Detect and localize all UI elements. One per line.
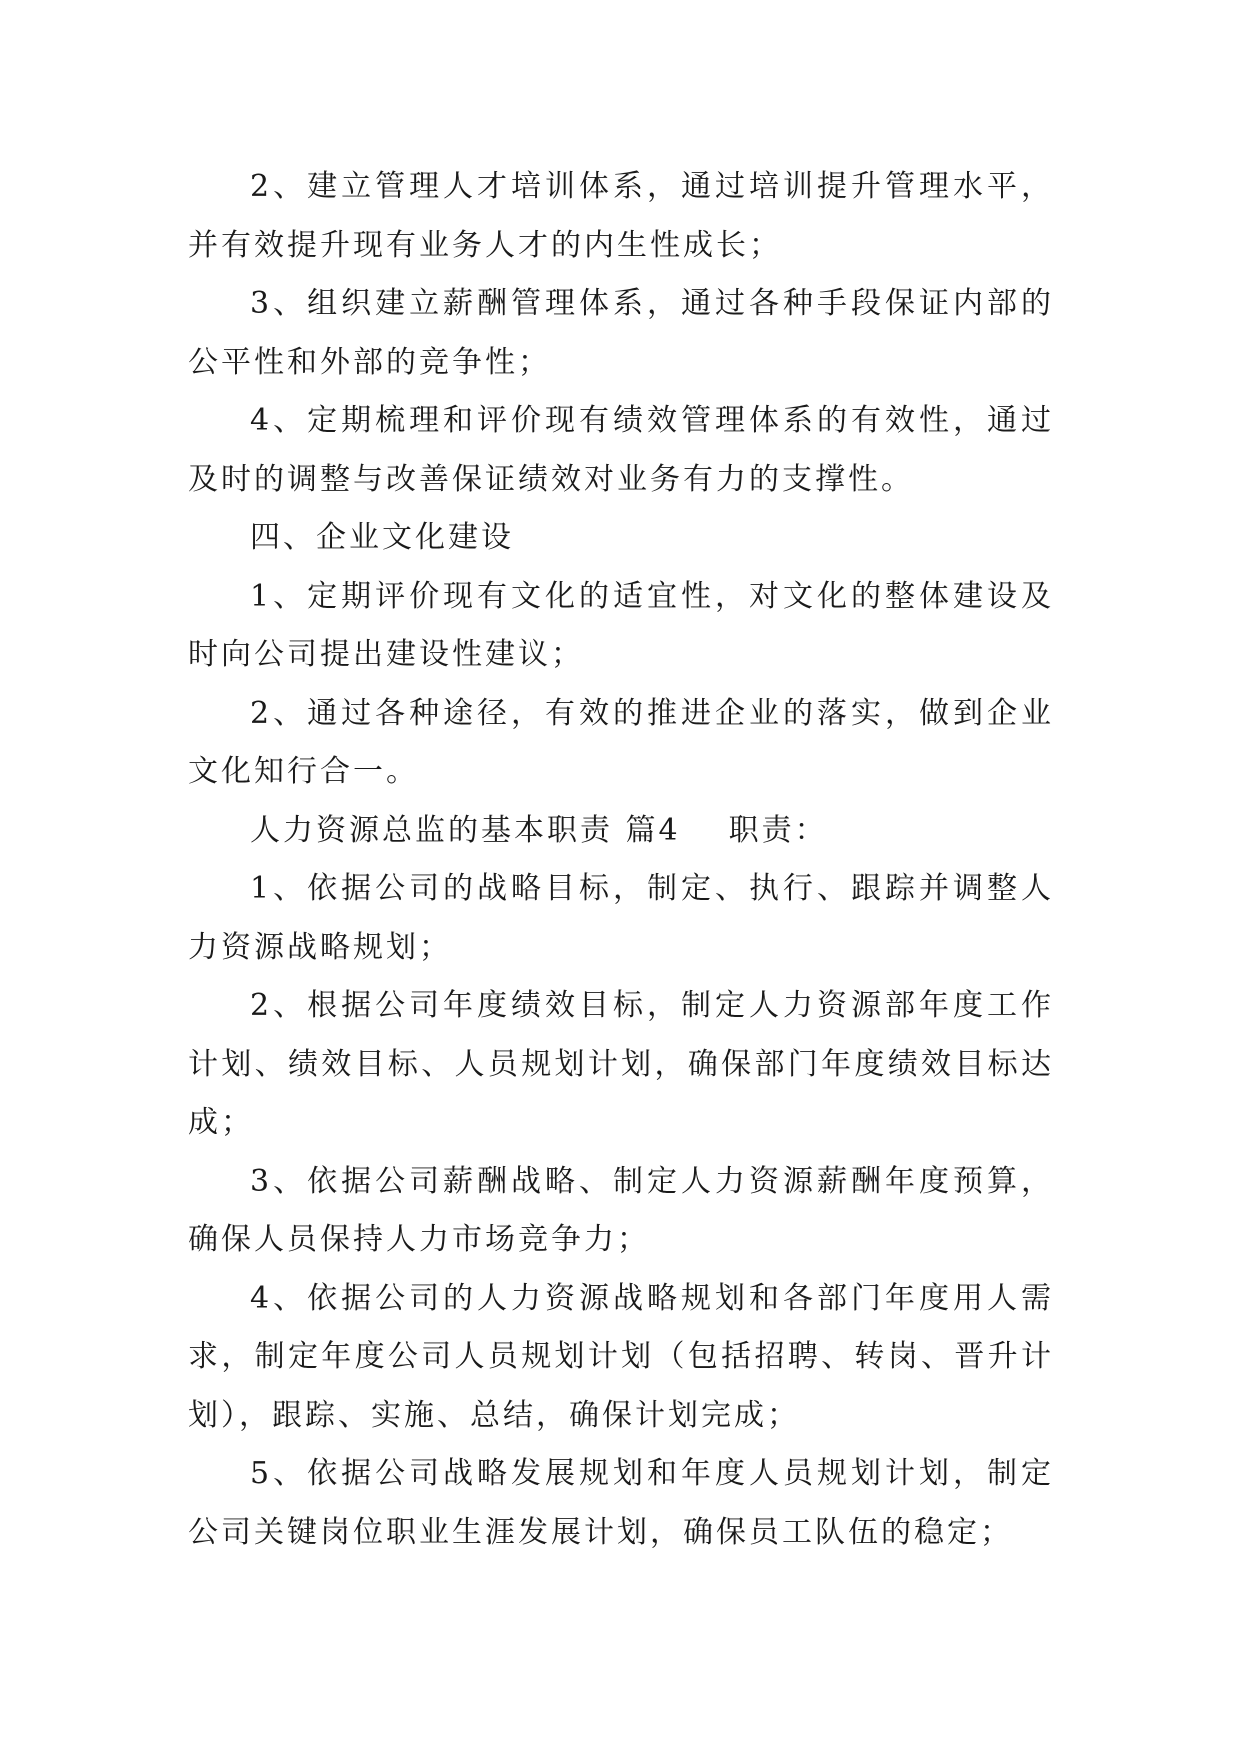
document-body [188,158,1054,1562]
section-heading-hr-director-duties [188,802,1054,861]
paragraph-management-training: 2、建立管理人才培训体系，通过培训提升管理水平，并有效提升现有业务人才的内生性成长； [188,169,1054,263]
section-title: 人力资源总监的基本职责 [250,812,613,848]
paragraph-culture-evaluation: 1、定期评价现有文化的适宜性，对文化的整体建设及时向公司提出建设性建议； [188,578,1054,672]
section-label: 职责： [728,812,828,848]
duty-item: 2、根据公司年度绩效目标，制定人力资源部年度工作计划、绩效目标、人员规划计划，确保部门年度绩效目标达成； [188,988,1054,1140]
duty-item: 4、依据公司的人力资源战略规划和各部门年度用人需求，制定年度公司人员规划计划（包括招聘、转岗、晋升计划），跟踪、实施、总结，确保计划完成； [188,1280,1054,1433]
duty-item: 5、依据公司战略发展规划和年度人员规划计划，制定公司关键岗位职业生涯发展计划，确保员工队伍的稳定； [188,1456,1054,1550]
section-heading-corporate-culture: 四、企业文化建设 [250,520,514,555]
section-part: 篇4 [625,812,681,848]
duty-item: 3、依据公司薪酬战略、制定人力资源薪酬年度预算，确保人员保持人力市场竞争力； [188,1163,1054,1257]
paragraph-compensation-system: 3、组织建立薪酬管理体系，通过各种手段保证内部的公平性和外部的竞争性； [188,286,1054,380]
paragraph-performance-review: 4、定期梳理和评价现有绩效管理体系的有效性，通过及时的调整与改善保证绩效对业务有力的支撑性。 [188,403,1054,497]
duty-item: 1、依据公司的战略目标，制定、执行、跟踪并调整人力资源战略规划； [188,871,1054,965]
paragraph-culture-implementation: 2、通过各种途径，有效的推进企业的落实，做到企业文化知行合一。 [188,695,1054,789]
